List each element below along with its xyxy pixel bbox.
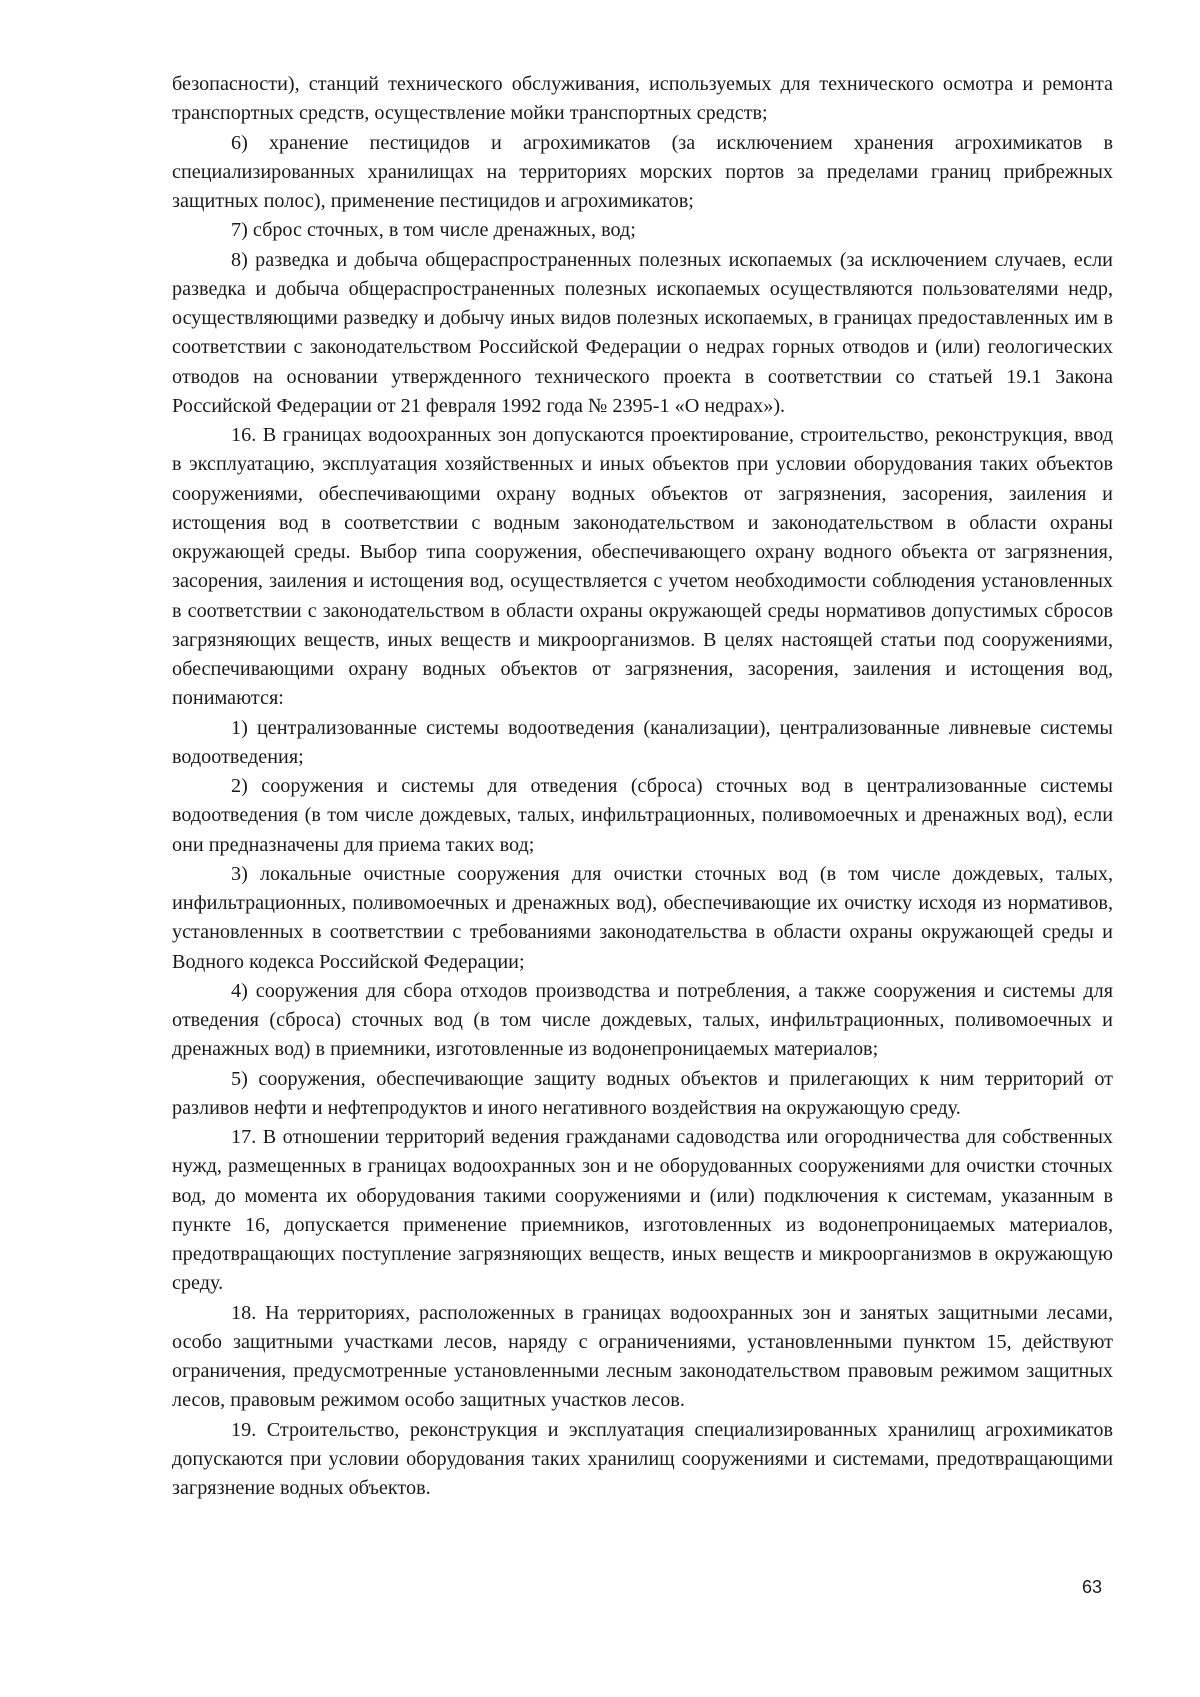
page-number: 63 [1082,1577,1103,1597]
list-item-7: 7) сброс сточных, в том числе дренажных, вод; [231,219,636,242]
paragraph-continuation: безопасности), станций технического обслуживания, используемых для технического осмотра и ремонта транспортных средств, осуществление мойки транспортных средств; [172,73,1113,125]
clause-16-item-4: 4) сооружения для сбора отходов производства и потребления, а также сооружения и системы для отведения (сброса) сточных вод (в том числе дождевых, талых, инфильтрационных, поливомоечных и дренажных вод) в приемники, изготовленные из водонепроницаемых материалов; [172,979,1113,1061]
clause-17: 17. В отношении территорий ведения гражданами садоводства или огородничества для собственных нужд, размещенных в границах водоохранных зон и не оборудованных сооружениями для очистки сточных вод, до момента их оборудования такими сооружениями и (или) подключения к системам, указанным в пункте 16, допускается применение приемников, изготовленных из водонепроницаемых материалов, предотвращающих поступление загрязняющих веществ, иных веществ и микроорганизмов в окружающую среду. [172,1126,1113,1295]
clause-16-item-3: 3) локальные очистные сооружения для очистки сточных вод (в том числе дождевых, талых, инфильтрационных, поливомоечных и дренажных вод), обеспечивающие их очистку исходя из нормативов, установленных в соответствии с требованиями законодательства в области охраны окружающей среды и Водного кодекса Российской Федерации; [172,862,1113,973]
clause-19: 19. Строительство, реконструкция и эксплуатация специализированных хранилищ агрохимикатов допускаются при условии оборудования таких хранилищ сооружениями и системами, предотвращающими загрязнение водных объектов. [172,1418,1113,1499]
clause-16-item-5: 5) сооружения, обеспечивающие защиту водных объектов и прилегающих к ним территорий от разливов нефти и нефтепродуктов и иного негативного воздействия на окружающую среду. [172,1067,1113,1119]
clause-18: 18. На территориях, расположенных в границах водоохранных зон и занятых защитными лесами, особо защитными участками лесов, наряду с ограничениями, установленными пунктом 15, действуют ограничения, предусмотренные установленными лесным законодательством правовым режимом защитных лесов, правовым режимом особо защитных участков лесов. [172,1301,1113,1412]
list-item-8: 8) разведка и добыча общераспространенных полезных ископаемых (за исключением случаев, если разведка и добыча общераспространенных полезных ископаемых осуществляются пользователями недр, осуществляющими разведку и добычу иных видов полезных ископаемых, в границах предоставленных им в соответствии с законодательством Российской Федерации о недрах горных отводов и (или) геологических отводов на основании утвержденного технического проекта в соответствии со статьей 19.1 Закона Российской Федерации от 21 февраля 1992 года № 2395-1 «О недрах»). [172,248,1113,417]
clause-16: 16. В границах водоохранных зон допускаются проектирование, строительство, реконструкция, ввод в эксплуатацию, эксплуатация хозяйственных и иных объектов при условии оборудования таких объектов сооружениями, обеспечивающими охрану водных объектов от загрязнения, засорения, заиления и истощения вод в соответствии с водным законодательством и законодательством в области охраны окружающей среды. Выбор типа сооружения, обеспечивающего охрану водного объекта от загрязнения, засорения, заиления и истощения вод, осуществляется с учетом необходимости соблюдения установленных в соответствии с законодательством в области охраны окружающей среды нормативов допустимых сбросов загрязняющих веществ, иных веществ и микроорганизмов. В целях настоящей статьи под сооружениями, обеспечивающими охрану водных объектов от загрязнения, засорения, заиления и истощения вод, понимаются: [172,424,1113,710]
list-item-6: 6) хранение пестицидов и агрохимикатов (за исключением хранения агрохимикатов в специализированных хранилищах на территориях морских портов за пределами границ прибрежных защитных полос), применение пестицидов и агрохимикатов; [172,131,1113,212]
clause-16-item-2: 2) сооружения и системы для отведения (сброса) сточных вод в централизованные системы водоотведения (в том числе дождевых, талых, инфильтрационных, поливомоечных и дренажных вод), если они предназначены для приема таких вод; [172,775,1113,856]
document-body [172,70,1113,1503]
clause-16-item-1: 1) централизованные системы водоотведения (канализации), централизованные ливневые системы водоотведения; [172,716,1113,768]
